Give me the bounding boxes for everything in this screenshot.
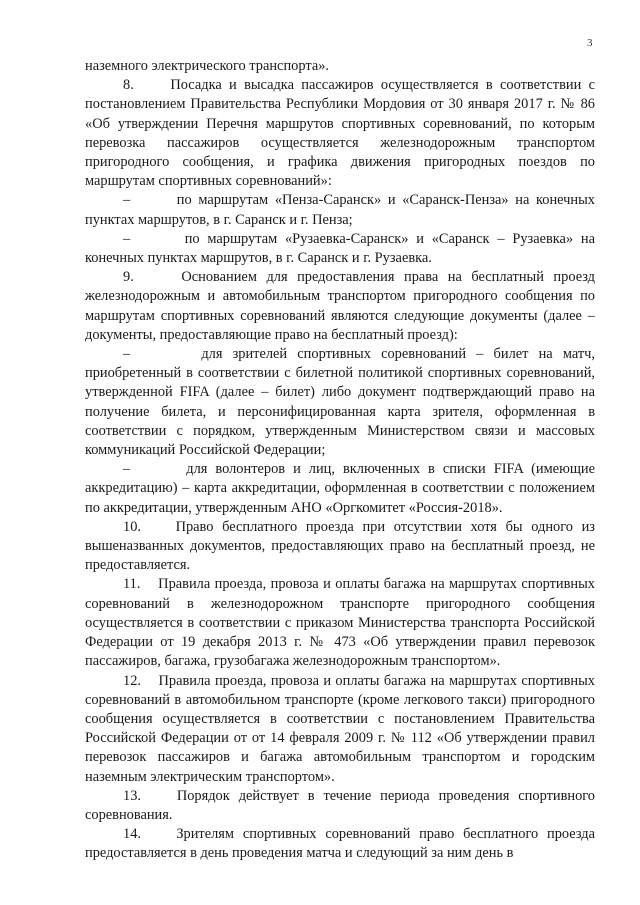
paragraph-14: 14. Зрителям спортивных соревнований право бесплатного проезда предоставляется в день проведения матча и следующий за ним день в <box>85 826 595 862</box>
paragraph-12: 12. Правила проезда, провоза и оплаты багажа на маршрутах спортивных соревнований в автомобильном транспорте (кроме легкового такси) пригородного сообщения осуществляется в соответствии с постановлением Правительства Российской Федерации от от 14 февраля 2009 г. № 112 «Об утверждении правил перевозок пассажиров и багажа автомобильным транспортом и городским наземным электрическим транспортом». <box>85 672 595 785</box>
paragraph-9: 9. Основанием для предоставления права на бесплатный проезд железнодорожным и автомобильным транспортом пригородного сообщения по маршрутам спортивных соревнований являются следующие документы (далее – документы, предоставляющие право на бесплатный проезд): <box>85 269 595 343</box>
paragraph-13: 13. Порядок действует в течение периода проведения спортивного соревнования. <box>85 787 595 823</box>
list-item-spectators: – для зрителей спортивных соревнований – билет на матч, приобретенный в соответствии с билетной политикой спортивных соревнований, утвержденной FIFA (далее – билет) либо документ подтверждающий право на получение билета, и персонифицированная карта зрителя, оформленная в соответствии с порядком, утвержденным Министерством связи и массовых коммуникаций Российской Федерации; <box>85 346 595 459</box>
paragraph-11: 11. Правила проезда, провоза и оплаты багажа на маршрутах спортивных соревнований в железнодорожном транспорте пригородного сообщения осуществляется в соответствии с приказом Министерства транспорта Российской Федерации от 19 декабря 2013 г. № 473 «Об утверждении правил перевозок пассажиров, багажа, грузобагажа железнодорожным транспортом». <box>85 576 595 670</box>
list-item-penza-saransk: – по маршрутам «Пенза-Саранск» и «Саранск-Пенза» на конечных пунктах маршрутов, в г. Саранск и г. Пенза; <box>85 192 595 228</box>
paragraph-10: 10. Право бесплатного проезда при отсутствии хотя бы одного из вышеназванных документов, предоставляющих право на бесплатный проезд, не предоставляется. <box>85 518 595 574</box>
document-body <box>85 57 595 864</box>
list-item-ruzaevka-saransk: – по маршрутам «Рузаевка-Саранск» и «Саранск – Рузаевка» на конечных пунктах маршрутов, в г. Саранск и г. Рузаевка. <box>85 230 595 267</box>
paragraph-continuation: наземного электрического транспорта». <box>85 58 329 74</box>
list-item-volunteers: – для волонтеров и лиц, включенных в списки FIFA (имеющие аккредитацию) – карта аккредитации, оформленная в соответствии с положением по аккредитации, утвержденным АНО «Оргкомитет «Россия-2018». <box>85 461 595 516</box>
paragraph-8: 8. Посадка и высадка пассажиров осуществляется в соответствии с постановлением Правительства Республики Мордовия от 30 января 2017 г. № 86 «Об утверждении Перечня маршрутов спортивных соревнований, по которым перевозка пассажиров осуществляется железнодорожным транспортом пригородного сообщения, и графика движения пригородных поездов по маршрутам спортивных соревнований»: <box>85 77 595 190</box>
page-number: 3 <box>587 37 593 49</box>
